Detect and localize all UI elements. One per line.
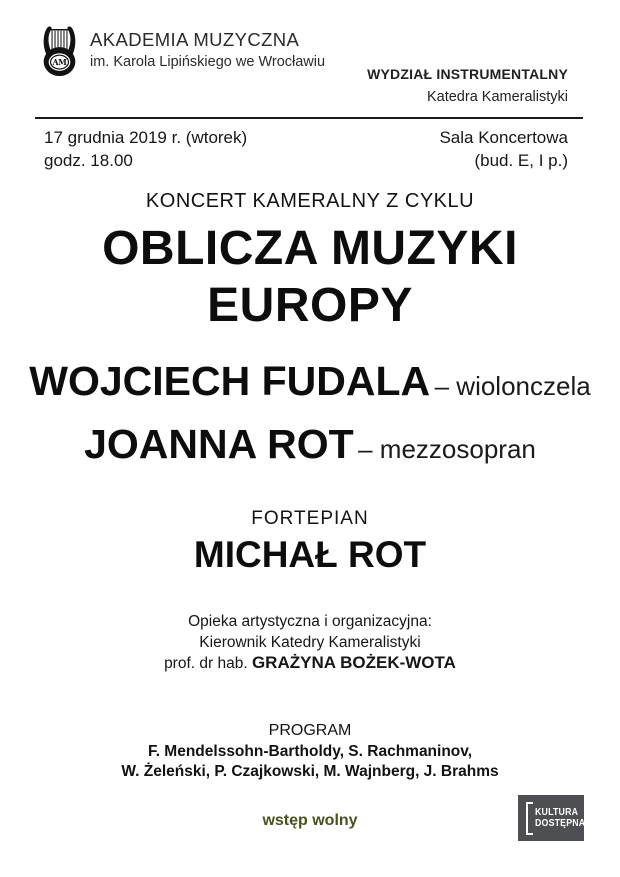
series-label: KONCERT KAMERALNY Z CYKLU [145, 190, 475, 212]
header-divider-line [35, 117, 583, 119]
event-datetime [44, 126, 247, 172]
event-venue [439, 126, 568, 172]
performer-row [0, 421, 620, 468]
concert-title-line1: OBLICZA MUZYKI [102, 222, 518, 275]
program-line2: W. Żeleński, P. Czajkowski, M. Wajnberg, J. Brahms [121, 763, 499, 780]
kd-line1: KULTURA [535, 806, 579, 818]
pianist-name: MICHAŁ ROT [193, 534, 427, 575]
academy-subtitle: im. Karola Lipińskiego we Wrocławiu [90, 54, 326, 70]
event-time: godz. 18.00 [44, 151, 133, 170]
organization-block [0, 612, 620, 675]
org-person-name: GRAŻYNA BOŻEK-WOTA [251, 653, 456, 672]
faculty-block [367, 66, 568, 105]
program-label: PROGRAM [268, 722, 352, 739]
academy-name: AKADEMIA MUZYCZNA [90, 29, 300, 50]
performer-role: – mezzosopran [358, 434, 536, 464]
academy-title-block [90, 22, 325, 70]
org-line2: Kierownik Katedry Kameralistyki [199, 633, 421, 651]
performer-name: WOJCIECH FUDALA [29, 358, 431, 404]
bracket-frame-icon [526, 802, 533, 835]
org-line1: Opieka artystyczna i organizacyjna: [188, 613, 432, 630]
performer-name: JOANNA ROT [84, 421, 354, 467]
performer-row [0, 358, 620, 405]
academy-monogram: AM [52, 58, 67, 68]
venue-name: Sala Koncertowa [439, 128, 568, 147]
piano-label: FORTEPIAN [251, 508, 369, 529]
performer-role: – wiolonczela [434, 371, 591, 401]
kultura-dostepna-label [535, 807, 585, 829]
venue-detail: (bud. E, I p.) [474, 151, 568, 170]
lyre-icon [39, 22, 80, 77]
kd-line2: DOSTĘPNA [535, 817, 586, 829]
program-block [0, 721, 620, 783]
admission-note: wstęp wolny [262, 812, 358, 829]
event-info-row [44, 126, 568, 172]
event-date: 17 grudnia 2019 r. (wtorek) [44, 128, 248, 147]
org-line3 [0, 653, 620, 675]
concert-title [0, 220, 620, 334]
program-line1: F. Mendelssohn-Bartholdy, S. Rachmaninov, [147, 742, 473, 760]
concert-title-line2: EUROPY [207, 279, 413, 332]
org-title-prefix: prof. dr hab. [164, 655, 252, 672]
academy-header [39, 22, 325, 77]
kultura-dostepna-logo [518, 795, 584, 841]
faculty-name: WYDZIAŁ INSTRUMENTALNY [367, 66, 568, 82]
chair-name: Katedra Kameralistyki [426, 89, 568, 105]
